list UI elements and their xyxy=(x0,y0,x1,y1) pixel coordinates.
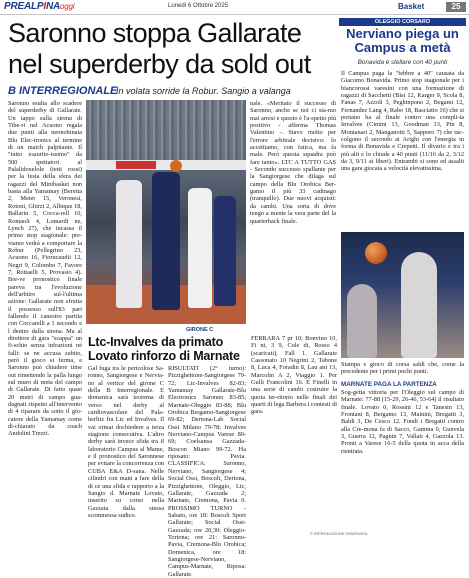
page-number: 25 xyxy=(446,2,466,12)
player-white-2 xyxy=(188,188,212,308)
sponsor-banner xyxy=(116,161,156,169)
main-headline: Saronno stoppa Gallarate nel superderby da sold out xyxy=(8,18,311,79)
league-tag: B INTERREGIONALE xyxy=(8,85,118,97)
headline-subtitle: In volata sorride la Robur. Sangio a valanga xyxy=(116,86,291,96)
player-figure xyxy=(347,284,377,358)
basketball-icon xyxy=(365,242,387,264)
player-white-1 xyxy=(116,180,142,308)
right-subheadline: Bonavida è stellare con 40 punti xyxy=(357,59,448,66)
right-article-para-3: Sog-getta vittoria per l'Oleggio sul campo di Marnate: 77-88 (15-29, 26-46, 53-64) il risultato finale. Lovato 0, Rossini 12 e Tanesin 13, Frontani 8, Bergamo 13, Mainini, Bregatti 3, Baldi 3, De Cesco 12. Fondi i Bregatti contro alla Cre-mona fa di Sacco, Gamma 0, Gunvela 3, Guerra 12, Pagnin 7, Vallati 4, Gazzola 13. Pronti a Varese 16-5 della quota in acca della rientrata. xyxy=(341,389,464,455)
issue-date: Lunedì 6 Ottobre 2025 xyxy=(168,3,229,9)
photo-caption: GIRONE C xyxy=(186,327,214,333)
right-article-para-2: Stampa e gioco di corsa saldi che, come la precedente per i primi pochi punti. xyxy=(341,361,464,376)
player-navy-2 xyxy=(214,196,236,306)
right-section-tag: OLEGGIO CORSARO xyxy=(339,18,466,26)
player-navy-1 xyxy=(152,172,180,310)
basketball-icon xyxy=(170,160,182,172)
game-photo xyxy=(86,100,246,324)
arena-banner xyxy=(86,160,246,170)
player-figure xyxy=(401,252,437,358)
story2-headline: Ltc-Invalves da primato Lovato rinforzo di Marnate xyxy=(88,335,240,363)
story2-results-column: RISULTATI (2° turno): Pizzighettone-Sangiorgese 79-72; Ltc-Invalves 82-83; Yamamay Gallarate-Blu Electronics Saronno 83-85; Marnate-Oleggio 83-88; Blu Orobica Bergamo-Sangiorgese 69-82; Dertona-Lab Social Ossi Milano 79-78; Invalves Nerviano-Campus Varese 80-69; Coelsansa Gazzada-Boscon Miano 99-72. Ha riposato: Pavia. CLASSIFICA: Saronno, Nerviano, Sangiorgese 4; Social Ossi, Boscoli, Dertona, Pizzighettone, Oleggio, Ltc, Gallarate, Gazzada 2; Marnate, Cremona, Pavia 0. PROSSIMO TURNO - Sabato, ore 18: Boscoli Sport Gallarate; Social Ossi-Gazzada; ore 20,30: Oleggio-Tortona; ore 21: Saronno-Pavia, Cremona-Blu Orobica; Domenica, ore 18: Sangiorgese-Nerviano, Campus-Marnate, Riposa: Gallarate. xyxy=(168,365,246,578)
crowd-stands xyxy=(86,100,246,160)
story2-column-1: Gal fuga tra le pericolose Sa-ronno, Sangiorgese e Nervia-no al vertice del girone C della B Interregionale. E domenica sarà teorema di verso nel derby al cardiovascolare del Pala-berlitz fra Ltc ed Invalves. Il vai ormai dochiedere a terza stagione consecutiva. L'altro derby sarà invece sfida tra il laboratorio Campus al Mame, e il pronostico del Saronnese per evitare la concorrenza con CUBA E&A D-sana. Nelle cilindri con mani a fare della di ce una sfida e rapporto a la Sangio d. Marnate Lovato, inserito su corso nella Gazzata dalla stessa scommessa sudico. xyxy=(88,365,164,519)
right-subsection-title: MARNATE PAGA LA PARTENZA xyxy=(341,381,437,388)
article-column-1: Saronno esulta allo scadere del superderby di Gallarate. Un tappo sulla sirena di Tibe-ri nel Acuono regala due punti alla neonobinata Blu Elec-tronics al termine di un match palpitante. Il "tutto esaurito-issimo" da 500 spettatori al Palalidoxelole (tetti rossi) per la festa della sfera dei ragazzi del Minibasket non basta alla Yamamay (Beretta 2, Meier 15, Veronesi, Rotoni, Ghirzi 2, Albique 18, Ballarin 5, Cocca-rell 10, Romaoli 4, Lomardi ne, Lynch 27), che incassa il primo stop stagionale: pre-viamo vedrà a comportare la Robur (Pellegrino 23, Acuono 16, Fiorucaudii 12, Negri 9, Colombo 7, Favore 7, Rottaelli 5, Provasio 4). Bre-ve pronostico finale pareva tra l'evoluzione dell'arbitro sul-l'ultima azione: Gallarate non sfrutta il possesso sull'83 pari fallendo il canestro partita con Coccarelli a 1 secondo e l dentro dalla sirena. Ma al direttore di gara "scappa" un fi-schio senza infrazioni né falli: se ne accusa subito, però il gioco si ferma, e Saronno può chiudere time out rimettendo la palla lungo sul muro di meta del campo di Gallarate. Di fatto quasi 20 metri di campo gua-dagnati rispetto all'intervento di 4 riparare da sotto il gio-catore della Yamamay come di-chiarato da coach Andolini Trezzi. xyxy=(8,100,82,438)
right-article-para-1: Il Campus paga la "febbre a 40" causata da Giacomo Bonavida. Primo stop stagionale per i biancorossi varesini con una formazione di ragazzi di Sacchetti (Bisi 12, Karger 9, Scola 8, Fanas 7, Azzoli 3, Peghinpono 2, Begami 12, Fernandez Lang 4, Rabo 18, Basciatto 16) che si portano ha al finale contro una compli-ta Invalves (Cimini 13, Goodman 13, Pin 8, Montanari 2, Manganotti 5, Sapporo 7) che rac-colgono il secondo ai Arighi con l'energia in forma di Bonavida e Crepetti. Il divario è tra i più alti e lo chiude a 40 punti (11/16 da 2, 3/12 da 3, 9/11 ai liberi). Entrambi si sono ed assalti una gara giocata a velocità elevatissima. xyxy=(341,70,464,173)
article-column-2: nale. «Meritato il successo di Saronno, anche se noi ci sia-mo mai arresi e questo è l'a-spetto più positivo - afferma Thomas Valentino -. Stavo molto per l'errore arbitrale decisivo: lo accettiamo, con fatica, ma fa male. Però questa squadra può fare tanto». LTC A TUTTO GAS - Secondo successo spallante per la Sangiorgese che dilaga sul campo della Blu Orobica Ber-gamo il più 33 cadinago (tranquillo). Due nuovi acquisti: da cambi. Una sorta di dove tengo a mente la vera parte del la quarterback finale. xyxy=(250,100,336,225)
section-name: Basket xyxy=(398,2,425,11)
right-headline: Nerviano piega un Campus a metà xyxy=(346,26,459,55)
article-column-3: FERRARA 7 pr 10; Bonvino 10, Fi ni, 3 9, Cole di, Rosso 4 (scaricati), Fall 1. Gallarate Cassonato 10 Negrini 2, Tabone 8, Luca 4, Foradin 8, Lau ani 13, Marcolin A 2, Viaggio 1. Per Gulli Francolini 16. E Finelli in una serie di cambi costruire la quota ter-ritorio nelle finali dei quarti di lega Barbera i contesti di gara. xyxy=(251,335,337,416)
right-photo xyxy=(341,232,464,358)
copyright-note: © RIPRODUZIONE RISERVATA xyxy=(310,531,368,536)
newspaper-logo: PREALPINAoggi xyxy=(4,1,75,12)
